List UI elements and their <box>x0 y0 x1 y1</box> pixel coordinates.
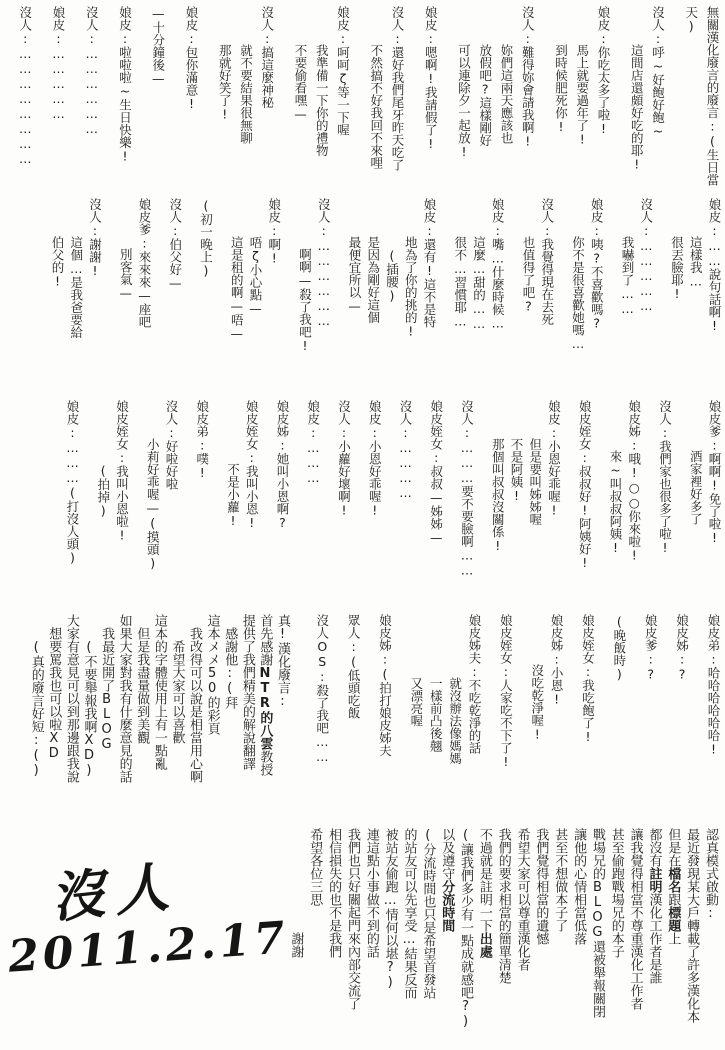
dialogue-entry <box>295 198 333 398</box>
vertical-text-line: (拍掉) <box>95 462 111 518</box>
vertical-text-line: 沒人:…………………… <box>17 6 33 166</box>
vertical-text-line: 娘皮:呵呵ζ等一下喔 <box>335 6 351 136</box>
dialogue-entry <box>568 198 606 398</box>
dialogue-entry <box>605 400 643 614</box>
vertical-text-line: 娘皮姊:? <box>674 614 690 682</box>
vertical-text-line: 沒人:我們家也很多了啦! <box>657 400 673 555</box>
serious-notice-section <box>286 828 719 1050</box>
dialogue-entry <box>143 400 181 614</box>
dialogue-entry <box>610 614 629 830</box>
vertical-text-line: 娘皮爹:啊啊!免了啦! <box>707 400 722 545</box>
note-entry <box>186 614 202 874</box>
note-entry <box>681 828 700 1050</box>
dialogue-band-dinner <box>300 614 723 830</box>
vertical-text-line: 我們的要求相當的簡單清楚 <box>495 828 511 984</box>
dialogue-entry <box>450 198 506 398</box>
vertical-text-line: 到時候肥死你! <box>553 43 569 134</box>
note-entry <box>361 828 380 1050</box>
note-entry <box>644 828 663 1050</box>
vertical-text-line: 娘皮姪女:我吃飽了! <box>580 614 596 744</box>
vertical-text-line: 娘皮:小恩好乖喔! <box>546 400 562 518</box>
vertical-text-line: 這間店還頗好吃的耶! <box>629 43 645 171</box>
vertical-text-line: 讓我覺得相當不尊重漢化工作者 <box>627 828 643 1010</box>
vertical-text-line: 一樣前凸後翹 <box>428 676 444 752</box>
vertical-text-line: 娘皮姪女:我叫小恩啦! <box>114 400 130 543</box>
vertical-text-line: 娘皮姊夫:不吃乾淨的話 <box>467 614 482 754</box>
dialogue-band-birthday <box>3 6 724 198</box>
vertical-text-line: 的站友可以先享受…結果反而 <box>401 828 417 999</box>
vertical-text-line: 謝謝 <box>288 932 304 958</box>
vertical-text-line: 娘皮姪女:叔叔好!阿姨好! <box>577 400 593 570</box>
vertical-text-line: 不然搞不好我回不來哩 <box>368 43 384 169</box>
dialogue-entry <box>575 400 594 614</box>
vertical-text-line: 大家有意見可以到那邊跟我說 <box>63 614 79 783</box>
vertical-text-line: 你不是很喜歡她嗎… <box>570 235 586 351</box>
dialogue-entry <box>81 6 102 198</box>
vertical-text-line: 伯父的! <box>50 235 65 288</box>
handwritten-signature <box>6 848 291 1048</box>
vertical-text-line: 無關漢化廢言的廢言:(生日當天) <box>683 6 720 186</box>
vertical-text-line: 感謝他:(拜 <box>222 627 238 709</box>
dialogue-entry <box>426 400 445 614</box>
note-entry <box>531 828 550 1050</box>
note-entry <box>169 614 185 874</box>
note-entry <box>204 614 220 874</box>
vertical-text-line: 都沒有註明漢化工作者是誰 <box>646 828 662 984</box>
vertical-text-line: 娘皮:嘴…什麼時候… <box>490 198 506 331</box>
vertical-text-line: 連這點小事做不到的話 <box>363 828 379 958</box>
vertical-text-line: 很不…習慣耶… <box>452 235 468 328</box>
dialogue-entry <box>116 198 154 398</box>
dialogue-entry <box>681 6 724 198</box>
vertical-text-line: 酒家裡好多了 <box>688 450 704 525</box>
vertical-text-line: —十分鐘後— <box>150 6 166 86</box>
dialogue-entry <box>496 614 515 830</box>
vertical-text-line: 娘皮姊:(拍打娘皮姊夫 <box>377 614 393 757</box>
dialogue-entry <box>48 6 69 198</box>
dialogue-entry <box>641 614 660 830</box>
vertical-text-line: 沒人:好啦好啦 <box>164 400 179 490</box>
vertical-text-line: 又漂亮喔 <box>408 676 424 727</box>
dialogue-entry <box>407 614 485 830</box>
dialogue-entry <box>148 6 169 198</box>
note-entry <box>474 828 493 1050</box>
vertical-text-line: 戰場兄的BLOG還被舉報關閉 <box>589 828 605 1018</box>
note-entry <box>512 828 531 1050</box>
vertical-text-line: 我嚇到了…… <box>620 235 635 316</box>
dialogue-entry <box>550 6 614 198</box>
note-entry <box>286 828 324 1050</box>
vertical-text-line: 就沒辦法像媽媽 <box>447 676 463 764</box>
vertical-text-line: 沒人:難得妳會請我啊! <box>520 6 536 149</box>
vertical-text-line: 沒人:………要不要臉啊…… <box>459 400 475 578</box>
vertical-text-line: 也值得了吧? <box>521 235 536 313</box>
vertical-text-line: (不要舉報我啊XD) <box>81 640 97 778</box>
vertical-text-line: 沒人:謝謝! <box>87 198 103 278</box>
vertical-text-line: 沒人:……………… <box>316 198 332 328</box>
dialogue-entry <box>272 400 291 614</box>
vertical-text-line: (讓我們多少有一點成就感吧?) <box>458 828 474 1029</box>
vertical-text-line: 來~叫叔叔阿姨! <box>608 450 623 555</box>
note-entry <box>662 828 681 1050</box>
dialogue-entry <box>15 6 36 198</box>
vertical-text-line: (分流時間也只是希望首發站 <box>420 828 436 999</box>
vertical-text-line: 眾人:(低頭吃飯 <box>346 614 362 719</box>
dialogue-entry <box>527 614 566 830</box>
dialogue-entry <box>165 198 184 398</box>
dialogue-band-new-year-visit <box>50 400 723 614</box>
vertical-text-line: 最近發現某大戶轉載了許多漢化本 <box>684 828 700 1023</box>
dialogue-band-present <box>35 198 723 398</box>
note-entry <box>606 828 625 1050</box>
vertical-text-line: 那個叫叔叔沒關係! <box>490 437 506 553</box>
dialogue-entry <box>181 6 202 198</box>
dialogue-entry <box>214 6 278 198</box>
vertical-text-line: 沒人:搞這麼神秘 <box>259 6 275 109</box>
note-entry <box>549 828 568 1050</box>
dialogue-entry <box>196 198 215 398</box>
vertical-text-line: 但是我盡量做到美觀 <box>134 627 150 744</box>
vertical-text-line: 但是要叫姊姊喔 <box>527 437 543 525</box>
vertical-text-line: 希望大家可以尊重漢化者 <box>514 828 530 971</box>
vertical-text-line: 沒人:………… <box>398 400 413 500</box>
vertical-text-line: 不是小蘿! <box>225 462 241 528</box>
vertical-text-line: 娘皮爹:? <box>643 614 659 682</box>
signature-name: 沒人 <box>47 853 182 931</box>
note-entry <box>257 614 273 874</box>
vertical-text-line: 放假吧?這樣剛好 <box>477 43 493 146</box>
note-entry <box>116 614 132 874</box>
note-entry <box>151 614 167 874</box>
vertical-text-line: 那就好笑了! <box>217 43 233 121</box>
vertical-text-line: 娘皮:啊! <box>266 198 282 266</box>
note-entry <box>436 828 455 1050</box>
vertical-text-line: 娘皮:啦啦啦~生日快樂! <box>117 6 133 164</box>
vertical-text-line: 沒人:…………… <box>638 198 654 313</box>
dialogue-entry <box>290 6 354 198</box>
vertical-text-line: 娘皮:咦?不喜歡嗎? <box>589 198 605 331</box>
vertical-text-line: 唔ζ小心點— <box>248 235 263 316</box>
vertical-text-line: 首先感謝NTR的八雲教授 <box>257 614 273 776</box>
dialogue-entry <box>457 400 476 614</box>
note-entry <box>134 614 150 874</box>
vertical-text-line: 娘皮:小恩好乖喔! <box>367 400 383 518</box>
vertical-text-line: (晚飯時) <box>611 614 627 682</box>
vertical-text-line: 娘皮姊:她叫小恩啊? <box>275 400 290 530</box>
vertical-text-line: 沒人OS:殺了我吧…… <box>314 614 330 764</box>
vertical-text-line: 最便宜所以— <box>347 235 362 313</box>
vertical-text-line: 相信損失的也不是我們 <box>326 828 342 958</box>
dialogue-entry <box>395 400 414 614</box>
dialogue-entry <box>365 400 384 614</box>
note-entry <box>98 614 114 874</box>
dialogue-entry <box>47 198 103 398</box>
vertical-text-line: 娘皮:還有!這不是特 <box>422 198 437 328</box>
vertical-text-line: 這樣我… <box>688 235 704 288</box>
vertical-text-line: 沒人:……………… <box>84 6 100 136</box>
vertical-text-line: (初一晚上) <box>198 198 214 278</box>
signature-date: 2011.2.17 <box>6 912 291 983</box>
note-entry <box>399 828 418 1050</box>
vertical-text-line: 但是在檔名跟標題上 <box>665 828 681 945</box>
vertical-text-line: 娘皮:……… <box>305 400 321 485</box>
vertical-text-line: 這麼…甜的…… <box>471 235 487 331</box>
vertical-text-line: 就不要結果很無聊 <box>238 43 254 144</box>
note-entry <box>239 614 255 874</box>
dialogue-entry <box>617 198 655 398</box>
vertical-text-line: 娘皮:………(打沒人頭) <box>65 400 80 565</box>
dialogue-entry <box>366 6 409 198</box>
dialogue-entry <box>655 400 674 614</box>
vertical-text-line: 沒人:呼~好飽好飽~ <box>650 6 666 139</box>
dialogue-entry <box>626 6 669 198</box>
vertical-text-line: 娘皮爹:來來來—座吧 <box>137 198 152 328</box>
vertical-text-line: 如果大家對我有什麼意見的話 <box>116 614 132 783</box>
vertical-text-line: 娘皮弟:噗! <box>194 400 210 480</box>
vertical-text-line: 這個…是我爸要給 <box>68 235 84 338</box>
vertical-text-line: 小莉好乖喔—(摸頭) <box>145 437 161 570</box>
dialogue-entry <box>303 400 322 614</box>
vertical-text-line: 啊啊—殺了我吧! <box>297 248 313 353</box>
dialogue-entry <box>344 614 363 830</box>
dialogue-entry <box>223 400 261 614</box>
vertical-text-line: 娘皮姪女:我叫小恩! <box>244 400 260 530</box>
note-entry <box>222 614 238 874</box>
vertical-text-line: 是因為剛好這個 <box>365 235 381 323</box>
dialogue-entry <box>488 400 563 614</box>
vertical-text-line: 娘皮姊:哦!○○你來啦! <box>626 400 642 563</box>
vertical-text-line: 我們覺得相當的遺憾 <box>533 828 549 945</box>
dialogue-entry <box>344 198 438 398</box>
dialogue-entry <box>227 198 283 398</box>
dialogue-entry <box>667 198 723 398</box>
vertical-text-line: 可以連除夕一起放! <box>456 43 472 159</box>
dialogue-entry <box>704 614 723 830</box>
vertical-text-line: (插腰) <box>384 248 400 303</box>
vertical-text-line: 被站友偷跑…情何以堪?) <box>382 828 398 990</box>
vertical-text-line: 不過就是註明一下出處 <box>476 828 492 958</box>
vertical-text-line: 希望大家可以喜歡 <box>169 640 185 744</box>
note-entry <box>380 828 399 1050</box>
dialogue-entry <box>518 198 556 398</box>
vertical-text-line: 娘皮:包你滿意! <box>184 6 199 111</box>
vertical-text-line: 娘皮姪女:叔叔—姊姊— <box>428 400 444 545</box>
vertical-text-line: 真!漢化廢言: <box>275 614 290 709</box>
vertical-text-line: 馬上就要過年了! <box>574 43 590 146</box>
vertical-text-line: 這本メメ50的彩頁 <box>204 614 220 735</box>
note-entry <box>323 828 342 1050</box>
vertical-text-line: 娘皮:……說句話啊! <box>707 198 722 333</box>
vertical-text-line: 提供了我們精美的解說翻譯 <box>239 614 255 770</box>
vertical-text-line: 地為了你的挑的! <box>403 235 419 338</box>
dialogue-entry <box>334 400 353 614</box>
vertical-text-line: 這是租的啊—唔— <box>229 235 245 341</box>
vertical-text-line: 想要罵我也可以啦XD <box>46 627 62 761</box>
vertical-text-line: 沒人:還好我們尾牙昨天吃了 <box>390 6 405 171</box>
vertical-text-line: 妳們這兩天應該也 <box>499 43 514 144</box>
dialogue-entry <box>192 400 211 614</box>
vertical-text-line: 希望各位三思 <box>307 828 323 906</box>
vertical-text-line: 我準備一下你的禮物 <box>314 43 330 156</box>
dialogue-entry <box>62 400 81 614</box>
note-entry <box>81 614 97 874</box>
note-entry <box>455 828 474 1050</box>
vertical-text-line: 以及遵守分流時間 <box>439 828 455 932</box>
dialogue-entry <box>686 400 724 614</box>
vertical-text-line: 我們也只好關起門來內部交流了 <box>344 828 360 1010</box>
dialogue-entry <box>114 6 135 198</box>
vertical-text-line: 甚至偷跑戰場兄的本子 <box>608 828 624 958</box>
vertical-text-line: 我改得可以說是相當用心啊 <box>187 627 203 783</box>
vertical-text-line: 不要偷看嘿— <box>293 43 308 121</box>
vertical-text-line: 很丟臉耶! <box>669 235 685 301</box>
dialogue-entry <box>93 400 131 614</box>
note-entry <box>568 828 587 1050</box>
vertical-text-line: 沒人:伯父好— <box>167 198 183 291</box>
note-entry <box>700 828 719 1050</box>
vertical-text-line: 娘皮:嗯啊!我請假了! <box>423 6 439 151</box>
vertical-text-line: 沒人:小蘿好壞啊! <box>336 400 352 518</box>
vertical-text-line: 娘皮:…………… <box>51 6 66 121</box>
note-entry <box>418 828 437 1050</box>
dialogue-entry <box>672 614 691 830</box>
dialogue-entry <box>312 614 331 830</box>
note-entry <box>63 614 79 874</box>
vertical-text-line: 我最近開了BLOG <box>99 627 115 752</box>
dialogue-entry <box>578 614 597 830</box>
note-entry <box>28 614 44 874</box>
vertical-text-line: 讓他的心情相當低落 <box>571 828 587 945</box>
note-entry <box>587 828 606 1050</box>
vertical-text-line: 娘皮弟:哈哈哈哈哈哈! <box>706 614 721 757</box>
vertical-text-line: 甚至不想做本子了 <box>552 828 568 932</box>
vertical-text-line: 不是阿姨! <box>509 437 524 503</box>
vertical-text-line: 娘皮姪女:人家吃不下了! <box>498 614 514 769</box>
note-entry <box>625 828 644 1050</box>
dialogue-entry <box>420 6 441 198</box>
note-entry <box>46 614 62 874</box>
vertical-text-line: 沒人:我覺得現在去死 <box>539 198 555 326</box>
vertical-text-line: 這本的字體使用上有一點亂 <box>151 614 167 770</box>
dialogue-entry <box>453 6 538 198</box>
note-entry <box>342 828 361 1050</box>
vertical-text-line: 娘皮姊:小恩! <box>549 614 565 707</box>
translation-notes-section <box>28 614 290 874</box>
vertical-text-line: 沒吃乾淨喔! <box>529 664 545 742</box>
vertical-text-line: (真的廢言好短:() <box>28 640 44 778</box>
vertical-text-line: 別客氣— <box>118 248 134 301</box>
vertical-text-line: 認真模式啟動: <box>703 828 718 921</box>
dialogue-entry <box>375 614 394 830</box>
vertical-text-line: 娘皮:你吃太多了啦! <box>596 6 611 136</box>
note-entry <box>493 828 512 1050</box>
